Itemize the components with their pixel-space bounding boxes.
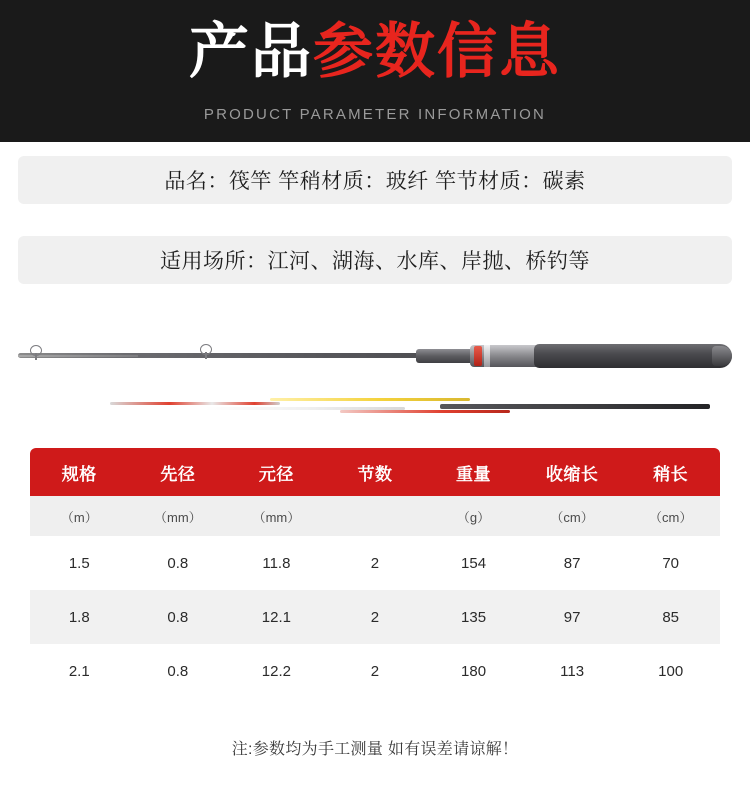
header-banner [0,0,750,142]
table-header-cell: 收缩长 [523,448,622,496]
table-cell: 11.8 [227,536,326,590]
table-cell: 100 [621,644,720,698]
table-header-cell: 稍长 [621,448,720,496]
rod-mid-section [416,349,476,363]
table-unit-cell: （g） [424,496,523,536]
table-cell: 154 [424,536,523,590]
info-bar-usage [18,236,732,284]
table-row [30,644,720,698]
table-unit-row [30,496,720,536]
table-cell: 0.8 [129,590,228,644]
table-cell: 1.8 [30,590,129,644]
table-cell: 135 [424,590,523,644]
table-unit-cell: （cm） [523,496,622,536]
rod-tips-group [110,388,710,422]
table-header-cell: 节数 [326,448,425,496]
measurement-note: 注:参数均为手工测量 如有误差请谅解！ [231,741,519,758]
info-bar-specs-text: 品名：筏竿 竿稍材质：玻纤 竿节材质：碳素 [164,170,586,193]
rod-guide-stem [205,352,207,359]
table-cell: 12.2 [227,644,326,698]
rod-butt-cap [712,346,732,366]
table-cell: 180 [424,644,523,698]
table-row [30,536,720,590]
table-header-row [30,448,720,496]
table-header-cell: 先径 [129,448,228,496]
parameter-table [30,448,720,698]
rod-tip-base-section [440,404,710,409]
page-title-primary: 产品 [189,18,313,85]
table-cell: 0.8 [129,644,228,698]
rod-tip-red [110,402,280,405]
rod-silver-ring [484,345,490,367]
rod-tip-red [340,410,510,413]
table-cell: 1.5 [30,536,129,590]
product-image [0,300,750,440]
table-row [30,590,720,644]
table-header-cell: 重量 [424,448,523,496]
table-unit-cell: （m） [30,496,129,536]
rod-assembled-icon [18,340,732,370]
table-header-cell: 规格 [30,448,129,496]
table-cell: 97 [523,590,622,644]
table-unit-cell [326,496,425,536]
table-cell: 2 [326,644,425,698]
table-cell: 70 [621,536,720,590]
page-title-accent: 参数信息 [313,18,561,85]
table-header-cell: 元径 [227,448,326,496]
table-cell: 2 [326,590,425,644]
rod-tip-yellow [270,398,470,401]
table-cell: 85 [621,590,720,644]
table-unit-cell: （mm） [129,496,228,536]
table-unit-cell: （cm） [621,496,720,536]
table-cell: 2 [326,536,425,590]
table-cell: 0.8 [129,536,228,590]
table-cell: 87 [523,536,622,590]
info-bar-specs [18,156,732,204]
table-unit-cell: （mm） [227,496,326,536]
table-cell: 2.1 [30,644,129,698]
rod-grip [534,344,732,368]
table-cell: 113 [523,644,622,698]
page-subtitle: PRODUCT PARAMETER INFORMATION [203,106,547,123]
rod-guide-stem [35,353,37,360]
table-cell: 12.1 [227,590,326,644]
page-title [0,18,750,85]
info-bar-usage-text: 适用场所：江河、湖海、水库、岸抛、桥钓等 [160,250,590,273]
rod-red-accent-ring [474,346,482,366]
